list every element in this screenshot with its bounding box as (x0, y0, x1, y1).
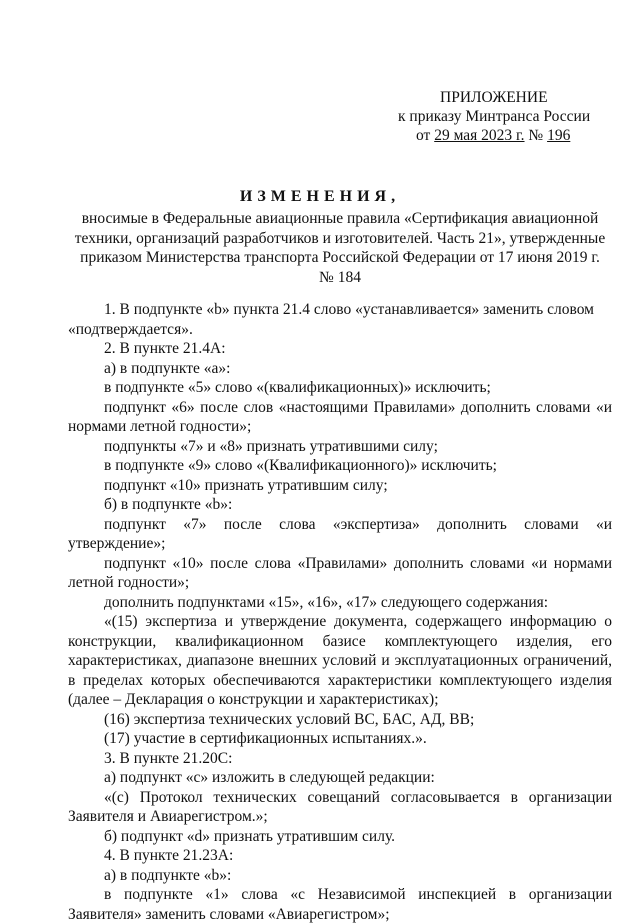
appendix-header (370, 88, 620, 145)
appendix-order-date-number (370, 126, 620, 145)
paragraph: в подпункте «5» слово «(квалификационных)» исключить; (104, 379, 491, 396)
paragraph: 2. В пункте 21.4А: (104, 340, 226, 357)
paragraph: 3. В пункте 21.20С: (104, 749, 233, 767)
paragraph: (16) экспертиза технических условий ВС, БАС, АД, ВВ; (104, 710, 475, 728)
date-prefix: от (416, 127, 435, 144)
paragraph: а) в подпункте «а»: (104, 359, 231, 377)
paragraph: 1. В подпункте «b» пункта 21.4 слово «устанавливается» заменить словом «подтверждается». (68, 301, 594, 338)
paragraph: подпункт «10» после слова «Правилами» дополнить словами «и нормами летной годности»; (68, 554, 612, 591)
document-subtitle: вносимые в Федеральные авиационные правила «Сертификация авиационной техники, организаций разработчиков и изготовителей. Часть 21», утвержденные приказом Министерства транспорта Российской Федерации от 17 июня 2019 г. № 184 (74, 210, 606, 286)
paragraph: «(15) экспертиза и утверждение документа, содержащего информацию о конструкции, квалификационном базисе комплектующего изделия, его характеристиках, диапазоне внешних условий и эксплуатационных ограничений, в пределах которых обеспечиваются характеристики комплектующего изделия (далее – Декларация о конструкции и характеристиках); (68, 613, 612, 708)
paragraph: дополнить подпунктами «15», «16», «17» следующего содержания: (104, 593, 549, 611)
paragraph: а) в подпункте «b»: (104, 866, 232, 884)
document-body (68, 300, 612, 924)
paragraph: «(с) Протокол технических совещаний согласовывается в организации Заявителя и Авиарегистром.»; (68, 788, 612, 825)
paragraph: 4. В пункте 21.23А: (104, 847, 234, 864)
paragraph: подпункт «6» после слов «настоящими Правилами» дополнить словами «и нормами летной годности»; (68, 398, 612, 435)
number-prefix: № (524, 127, 548, 144)
appendix-label: ПРИЛОЖЕНИЕ (440, 89, 548, 106)
order-number: 196 (547, 127, 571, 144)
paragraph: б) подпункт «d» признать утратившим силу. (104, 827, 396, 845)
paragraph: а) подпункт «с» изложить в следующей редакции: (104, 769, 435, 786)
document-title: ИЗМЕНЕНИЯ, (239, 188, 401, 205)
paragraph: в подпункте «9» слово «(Квалификационного)» исключить; (104, 457, 497, 474)
paragraph: подпункты «7» и «8» признать утратившими силу; (104, 437, 438, 455)
paragraph: (17) участие в сертификационных испытаниях.». (104, 730, 427, 747)
appendix-order-ref: к приказу Минтранса России (398, 108, 591, 125)
paragraph: подпункт «10» признать утратившим силу; (104, 476, 388, 494)
order-date: 29 мая 2023 г. (434, 127, 525, 144)
paragraph: б) в подпункте «b»: (104, 496, 233, 513)
paragraph: в подпункте «1» слова «с Независимой инспекцией в организации Заявителя» заменить словами «Авиарегистром»; (68, 886, 612, 923)
paragraph: подпункт «7» после слова «экспертиза» дополнить словами «и утверждение»; (68, 515, 612, 552)
